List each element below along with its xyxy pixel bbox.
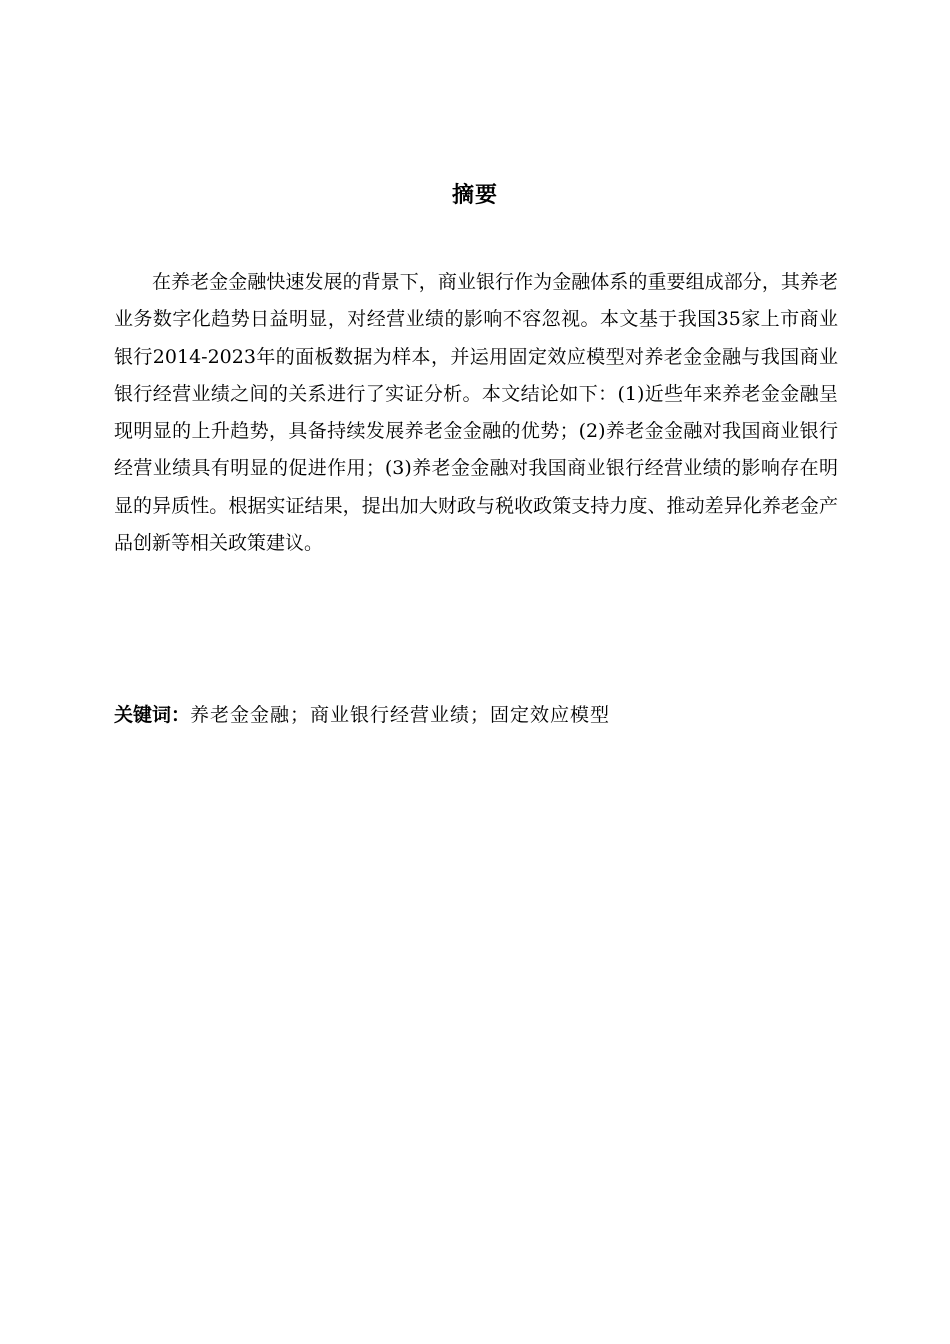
page-title: 摘要 [451, 183, 498, 208]
keywords-text: 养老金金融；商业银行经营业绩；固定效应模型 [190, 704, 611, 726]
keywords-label: 关键词： [114, 704, 191, 726]
keywords-line [114, 700, 838, 730]
abstract-paragraph: 在养老金金融快速发展的背景下，商业银行作为金融体系的重要组成部分，其养老业务数字化趋势日益明显，对经营业绩的影响不容忽视。本文基于我国35家上市商业银行2014-2023年的面板数据为样本，并运用固定效应模型对养老金金融与我国商业银行经营业绩之间的关系进行了实证分析。本文结论如下：(1)近些年来养老金金融呈现明显的上升趋势，具备持续发展养老金金融的优势；(2)养老金金融对我国商业银行经营业绩具有明显的促进作用；(3)养老金金融对我国商业银行经营业绩的影响存在明显的异质性。根据实证结果，提出加大财政与税收政策支持力度、推动差异化养老金产品创新等相关政策建议。 [114, 271, 838, 555]
